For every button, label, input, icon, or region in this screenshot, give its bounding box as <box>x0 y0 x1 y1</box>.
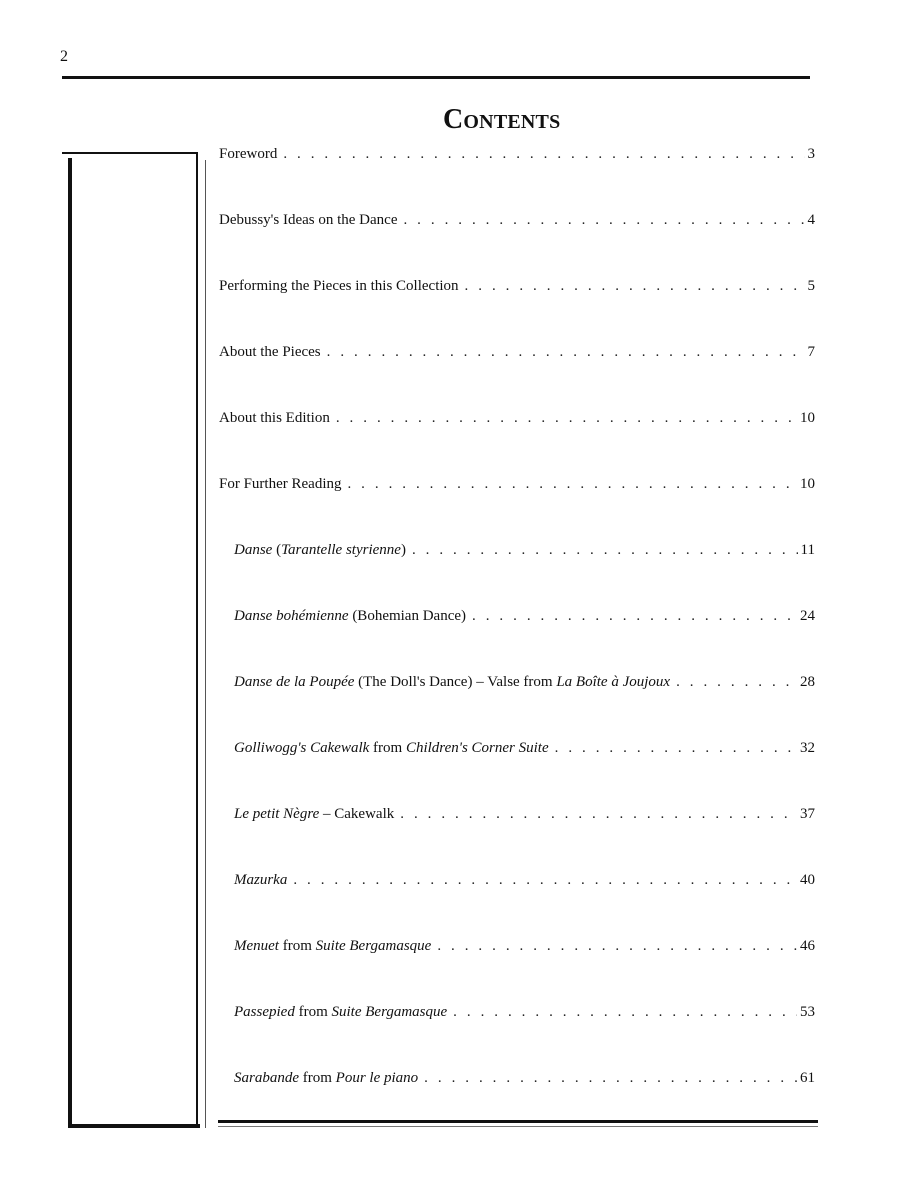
toc-leader-dots <box>424 1068 797 1088</box>
toc-leader-dots <box>403 210 804 230</box>
toc-entry-title <box>234 540 406 560</box>
title-roman: from <box>294 1004 332 1020</box>
toc-leader-dots <box>400 804 797 824</box>
frame-right-shadow-line <box>205 160 206 1128</box>
toc-leader-dots <box>293 870 797 890</box>
title-italic: Danse <box>234 542 273 558</box>
bottom-rule-thin <box>218 1126 818 1127</box>
toc-entry-title <box>234 738 549 758</box>
toc-entry-page: 24 <box>800 608 815 624</box>
toc-entry-title: About the Pieces <box>219 344 321 360</box>
title-roman: ) <box>400 542 406 558</box>
toc-entry-page: 11 <box>800 542 815 558</box>
title-roman: – Cakewalk <box>319 806 395 822</box>
toc-entry-danse-poupee[interactable] <box>234 672 815 692</box>
title-italic: Suite Bergamasque <box>315 938 432 954</box>
frame-left-line <box>68 158 72 1128</box>
toc-entry-title <box>234 672 670 692</box>
toc-entry-golliwogg[interactable] <box>234 738 815 758</box>
toc-entry-page: 10 <box>800 410 815 426</box>
title-roman: from <box>299 1070 336 1086</box>
toc-entry-title <box>234 804 394 824</box>
page-number: 2 <box>60 48 68 65</box>
toc-leader-dots <box>437 936 797 956</box>
toc-leader-dots <box>336 408 797 428</box>
toc-entry-page: 7 <box>807 344 815 360</box>
title-italic: Sarabande <box>234 1070 299 1086</box>
frame-top-line <box>62 152 198 154</box>
toc-entry-about-edition[interactable] <box>219 408 815 428</box>
toc-entry-title: Foreword <box>219 146 278 162</box>
toc-entry-title <box>234 1002 447 1022</box>
title-italic: Passepied <box>234 1004 295 1020</box>
title-italic: Mazurka <box>234 872 288 888</box>
toc-entry-page: 32 <box>800 740 815 756</box>
toc-leader-dots <box>676 672 797 692</box>
toc-leader-dots <box>412 540 798 560</box>
toc-entry-mazurka[interactable] <box>234 870 815 890</box>
toc-entry-performing[interactable] <box>219 276 815 296</box>
toc-entry-passepied[interactable] <box>234 1002 815 1022</box>
title-italic: Suite Bergamasque <box>331 1004 448 1020</box>
title-roman: ( <box>272 542 282 558</box>
toc-leader-dots <box>327 342 805 362</box>
toc-entry-debussy-ideas[interactable] <box>219 210 815 230</box>
toc-entry-foreword[interactable] <box>219 144 815 164</box>
toc-entry-title <box>234 606 466 626</box>
toc-entry-title <box>234 1068 418 1088</box>
title-italic: La Boîte à Joujoux <box>556 674 671 690</box>
toc-entry-title: For Further Reading <box>219 476 342 492</box>
toc-entry-further-reading[interactable] <box>219 474 815 494</box>
toc-entry-page: 10 <box>800 476 815 492</box>
toc-entry-page: 37 <box>800 806 815 822</box>
toc-entry-page: 28 <box>800 674 815 690</box>
title-roman: (The Doll's Dance) – Valse from <box>354 674 557 690</box>
toc-entry-page: 40 <box>800 872 815 888</box>
frame-bottom-line <box>68 1124 200 1128</box>
toc-entry-page: 5 <box>807 278 815 294</box>
toc-entry-page: 46 <box>800 938 815 954</box>
toc-entry-sarabande[interactable] <box>234 1068 815 1088</box>
toc-leader-dots <box>472 606 797 626</box>
toc-entry-title: Debussy's Ideas on the Dance <box>219 212 398 228</box>
bottom-rule <box>218 1120 818 1123</box>
title-italic: Pour le piano <box>335 1070 419 1086</box>
title-italic: Menuet <box>234 938 279 954</box>
toc-entry-danse-bohemienne[interactable] <box>234 606 815 626</box>
title-italic: Le petit Nègre <box>234 806 320 822</box>
top-rule <box>62 76 810 79</box>
side-frame <box>62 152 198 1128</box>
toc-entry-danse[interactable] <box>234 540 815 560</box>
toc-leader-dots <box>555 738 797 758</box>
toc-leader-dots <box>347 474 797 494</box>
toc-entry-menuet[interactable] <box>234 936 815 956</box>
toc-leader-dots <box>453 1002 797 1022</box>
frame-right-line <box>196 152 198 1128</box>
title-italic: Danse de la Poupée <box>234 674 355 690</box>
title-italic: Children's Corner Suite <box>405 740 549 756</box>
toc-entry-title: Performing the Pieces in this Collection <box>219 278 459 294</box>
title-roman: from <box>369 740 406 756</box>
title-italic: Golliwogg's Cakewalk <box>234 740 370 756</box>
toc-entry-title <box>234 936 431 956</box>
title-italic: Danse bohémienne <box>234 608 349 624</box>
toc-entry-page: 61 <box>800 1070 815 1086</box>
toc-entry-petit-negre[interactable] <box>234 804 815 824</box>
toc-entry-page: 3 <box>807 146 815 162</box>
toc-leader-dots <box>465 276 805 296</box>
title-italic: Tarantelle styrienne <box>281 542 401 558</box>
title-roman: from <box>278 938 316 954</box>
toc-leader-dots <box>283 144 804 164</box>
toc-entry-page: 4 <box>807 212 815 228</box>
toc-entry-title: About this Edition <box>219 410 330 426</box>
title-roman: (Bohemian Dance) <box>348 608 467 624</box>
toc-entry-about-pieces[interactable] <box>219 342 815 362</box>
toc-entry-page: 53 <box>800 1004 815 1020</box>
page-title: Contents <box>443 104 561 135</box>
toc-entry-title <box>234 870 287 890</box>
